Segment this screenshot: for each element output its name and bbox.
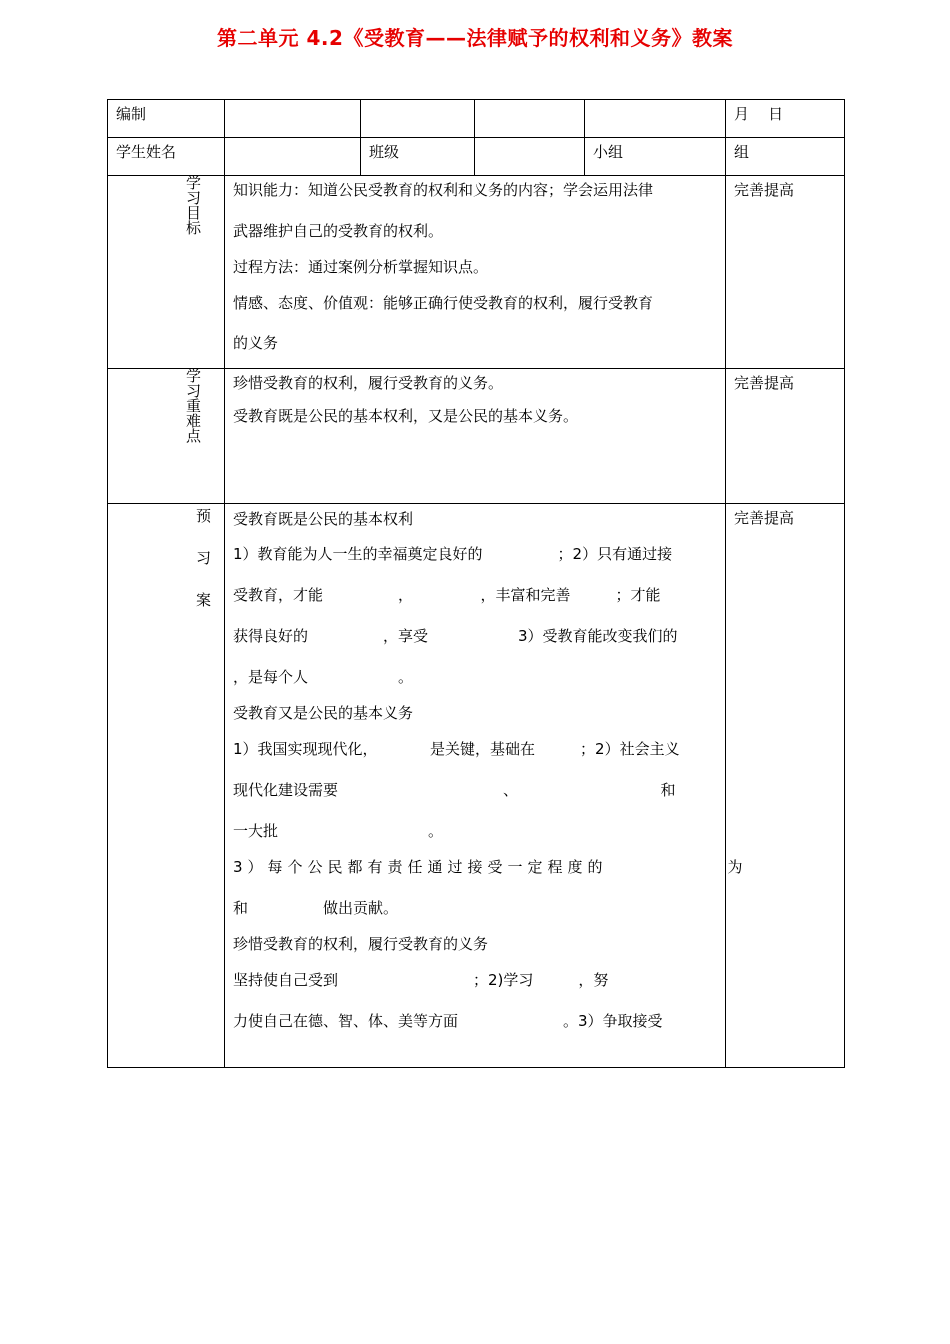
goals-content [225, 176, 726, 369]
preview-label: 预 习 案 [196, 507, 212, 609]
document-title: 第二单元 4.2《受教育——法律赋予的权利和义务》教案 [217, 26, 733, 50]
preview-line: ，是每个人 。 [233, 668, 414, 686]
student-name-label: 学生姓名 [116, 143, 177, 161]
header-row-author [108, 100, 845, 138]
student-name-field[interactable] [225, 138, 361, 176]
goals-improve: 完善提高 [734, 181, 795, 199]
preview-line: 受教育既是公民的基本权利 [233, 510, 414, 528]
date-label: 月 日 [734, 105, 784, 123]
lesson-plan-table [107, 99, 845, 1068]
key-points-row [108, 369, 845, 504]
preview-line: 1）我国实现现代化， 是关键，基础在 ；2）社会主义 [233, 740, 680, 758]
header-row-student [108, 138, 845, 176]
preview-line: 珍惜受教育的权利，履行受教育的义务 [233, 935, 489, 953]
goals-line: 知识能力：知道公民受教育的权利和义务的内容；学会运用法律 [233, 181, 654, 199]
preview-line: 现代化建设需要 、 和 [233, 781, 676, 799]
class-label: 班级 [369, 143, 400, 161]
goals-line: 武器维护自己的受教育的权利。 [233, 222, 444, 240]
blank-cell [475, 100, 585, 138]
preview-line: 受教育又是公民的基本义务 [233, 704, 414, 722]
key-points-line: 受教育既是公民的基本权利，又是公民的基本义务。 [233, 407, 579, 425]
goals-line: 的义务 [233, 334, 279, 352]
key-points-improve: 完善提高 [734, 374, 795, 392]
goals-label: 学 习 目 标 [186, 174, 202, 237]
goals-line: 过程方法：通过案例分析掌握知识点。 [233, 258, 489, 276]
class-field[interactable] [475, 138, 585, 176]
group-suffix: 组 [734, 143, 750, 161]
group-label: 小组 [593, 143, 624, 161]
author-field[interactable] [225, 100, 361, 138]
goals-row [108, 176, 845, 369]
preview-row [108, 504, 845, 1068]
preview-line: 力使自己在德、智、体、美等方面 。3）争取接受 [233, 1012, 663, 1030]
preview-line: 3）每个公民都有责任通过接受一定程度的 为 [233, 858, 748, 876]
preview-line: 和 做出贡献。 [233, 899, 399, 917]
preview-line: 受教育，才能 ， ，丰富和完善 ；才能 [233, 586, 661, 604]
preview-line: 1）教育能为人一生的幸福奠定良好的 ；2）只有通过接 [233, 545, 673, 563]
key-points-label: 学 习 重 难 点 [186, 367, 202, 445]
preview-line: 获得良好的 ，享受 3）受教育能改变我们的 [233, 627, 678, 645]
key-points-line: 珍惜受教育的权利，履行受教育的义务。 [233, 374, 504, 392]
preview-content [225, 504, 748, 1068]
key-points-content [225, 369, 726, 504]
blank-cell [361, 100, 475, 138]
blank-cell [585, 100, 726, 138]
goals-line: 情感、态度、价值观：能够正确行使受教育的权利，履行受教育 [233, 294, 654, 312]
preview-line: 一大批 。 [233, 822, 444, 840]
author-label: 编制 [116, 105, 147, 123]
preview-improve: 完善提高 [734, 509, 795, 527]
preview-line: 坚持使自己受到 ；2)学习 ，努 [233, 971, 609, 989]
